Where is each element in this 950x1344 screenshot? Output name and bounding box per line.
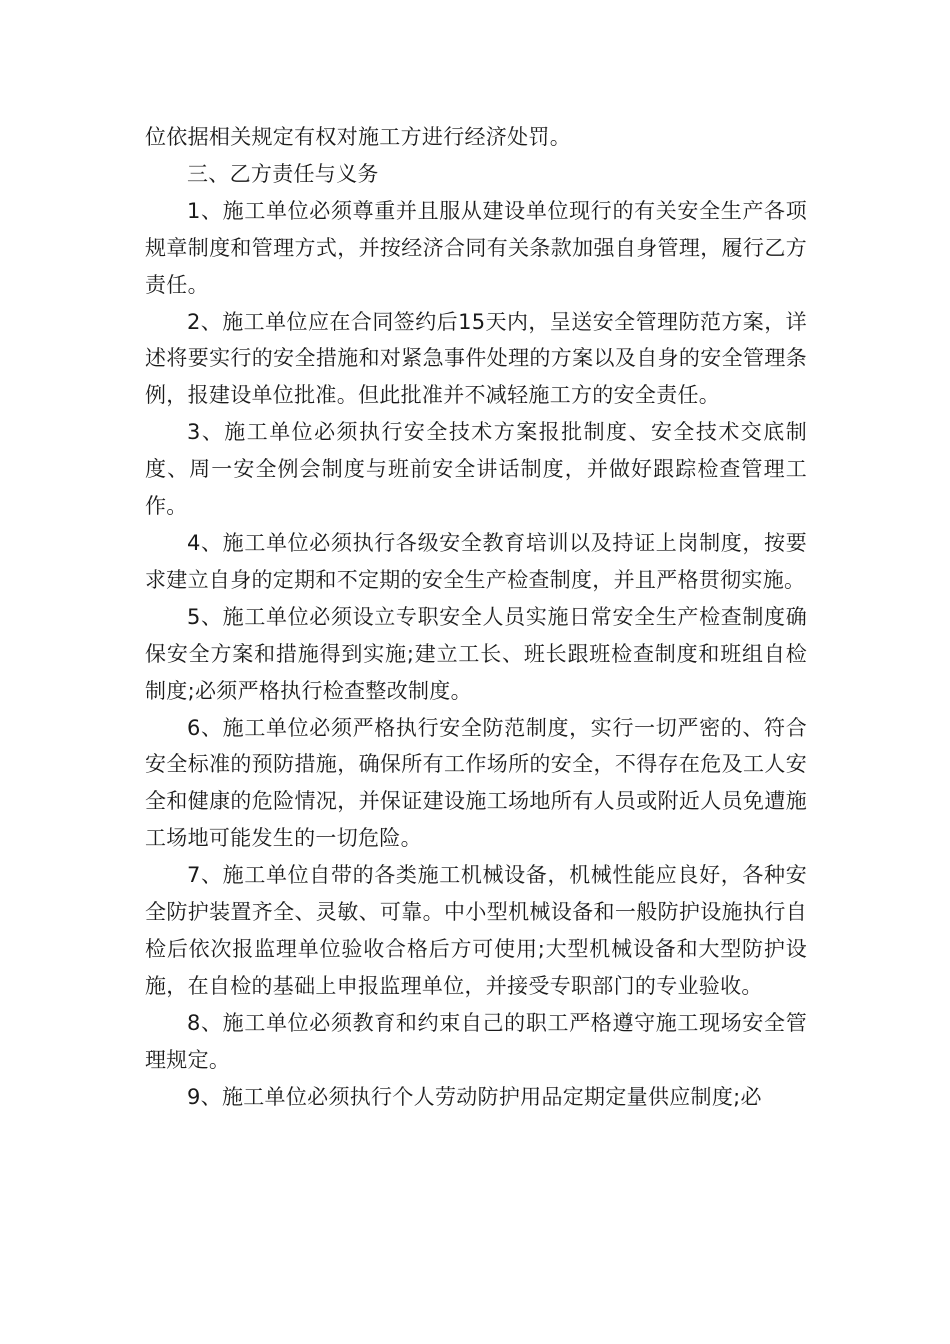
paragraph-item-1: 1、施工单位必须尊重并且服从建设单位现行的有关安全生产各项规章制度和管理方式，并按经济合同有关条款加强自身管理，履行乙方责任。 [145,198,807,297]
paragraph-item-4: 4、施工单位必须执行各级安全教育培训以及持证上岗制度，按要求建立自身的定期和不定期的安全生产检查制度，并且严格贯彻实施。 [145,530,807,592]
paragraph-item-5: 5、施工单位必须设立专职安全人员实施日常安全生产检查制度确保安全方案和措施得到实施;建立工长、班长跟班检查制度和班组自检制度;必须严格执行检查整改制度。 [145,604,807,703]
paragraph-continuation: 位依据相关规定有权对施工方进行经济处罚。 [145,125,571,149]
paragraph-item-8: 8、施工单位必须教育和约束自己的职工严格遵守施工现场安全管理规定。 [145,1010,807,1072]
section-heading: 三、乙方责任与义务 [187,161,379,186]
paragraph-item-3: 3、施工单位必须执行安全技术方案报批制度、安全技术交底制度、周一安全例会制度与班前安全讲话制度，并做好跟踪检查管理工作。 [145,420,807,519]
paragraph-item-7: 7、施工单位自带的各类施工机械设备，机械性能应良好，各种安全防护装置齐全、灵敏、可靠。中小型机械设备和一般防护设施执行自检后依次报监理单位验收合格后方可使用;大型机械设备和大型防护设施，在自检的基础上申报监理单位，并接受专职部门的专业验收。 [145,863,807,998]
paragraph-item-2: 2、施工单位应在合同签约后15天内，呈送安全管理防范方案，详述将要实行的安全措施和对紧急事件处理的方案以及自身的安全管理条例，报建设单位批准。但此批准并不减轻施工方的安全责任。 [145,309,807,408]
paragraph-item-9: 9、施工单位必须执行个人劳动防护用品定期定量供应制度;必 [187,1084,762,1109]
paragraph-item-6: 6、施工单位必须严格执行安全防范制度，实行一切严密的、符合安全标准的预防措施，确保所有工作场所的安全，不得存在危及工人安全和健康的危险情况，并保证建设施工场地所有人员或附近人员免遭施工场地可能发生的一切危险。 [145,715,807,851]
document-page [145,119,807,1115]
